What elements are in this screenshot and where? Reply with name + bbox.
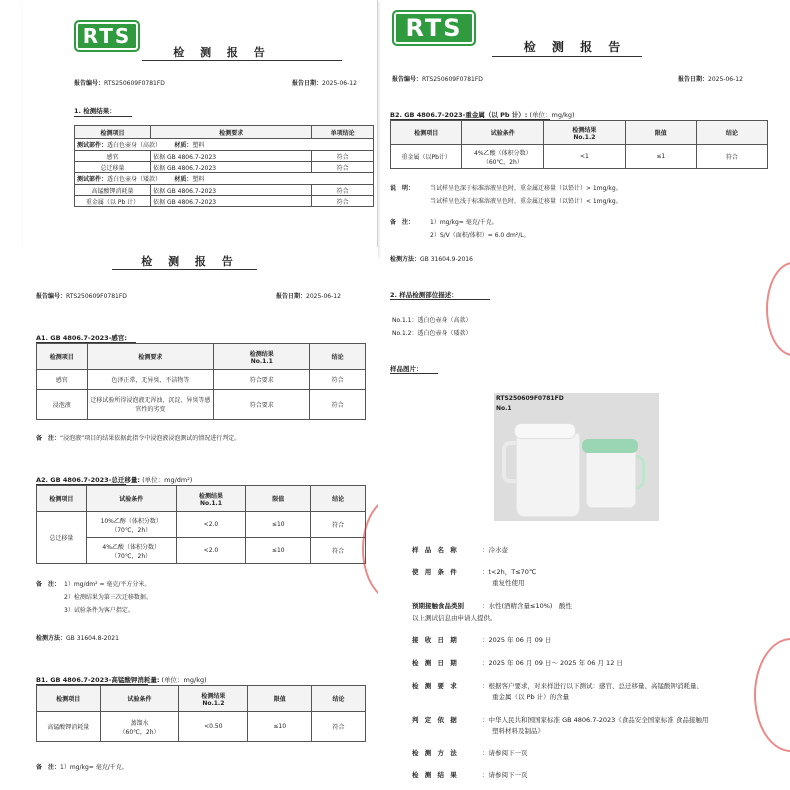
- section-title: 1. 检测结果：: [74, 107, 116, 115]
- method: 检测方法：GB 31604.9-2016: [390, 256, 473, 263]
- info-value-11: ：请参阅下一页: [482, 749, 528, 757]
- info-label-12: 检 测 结 果: [412, 771, 459, 779]
- red-seal-stamp: [754, 638, 790, 752]
- report-page-1: [22, 0, 378, 256]
- explain-label: 说 明：: [390, 185, 415, 192]
- explain-2: 当试样呈色浅于标准溶液呈色时，重金属迁移量（以铅计）< 1mg/kg。: [430, 198, 622, 205]
- report-page-2: [0, 247, 378, 790]
- rts-logo: RTS: [392, 10, 476, 46]
- info-label-6: 检 测 日 期: [412, 659, 459, 667]
- a2-note-label: 备 注：: [36, 581, 61, 588]
- report-no: 报告编号：RTS250609F0781FD: [74, 80, 165, 87]
- a1-title: A1. GB 4806.7-2023-感官:: [36, 334, 128, 342]
- tall-jug-shape: [516, 433, 580, 517]
- b1-note: 备 注：1）mg/kg= 毫克/千克。: [36, 764, 128, 771]
- tall-jug-lid-shape: [514, 423, 576, 439]
- info-value-12: ：请参阅下一页: [482, 771, 528, 779]
- explain-1: 当试样呈色深于标准溶液呈色时，重金属迁移量（以铅计）> 1mg/kg。: [430, 185, 622, 192]
- info-value-3: ：水性(酒精含量≤10%) 酸性: [482, 602, 572, 610]
- short-jug-shape: [586, 448, 636, 508]
- note-2: 2）S/V（面积/体积）= 6.0 dm²/L。: [430, 232, 530, 239]
- info-label-11: 检 测 方 法: [412, 749, 459, 757]
- info-value-9: ：中华人民共和国国家标准 GB 4806.7-2023《食品安全国家标准 食品接触用: [482, 716, 709, 724]
- info-label-3: 预期接触食品类别: [412, 602, 464, 610]
- a1-table: 检测项目 检测要求 检测结果 No.1.1 结论 感官 色泽正常，无异臭、不洁物等 符合要求 符合 浸泡液 迁移试验所得浸泡液无浑浊、沉淀、异臭等感官性的劣变 符合要求 符合: [36, 343, 366, 420]
- photo-no: No.1: [496, 405, 512, 412]
- note-label: 备 注：: [390, 219, 415, 226]
- info-value-5: ：2025 年 06 月 09 日: [482, 636, 552, 644]
- info-value-1: ：t<2h，T≤70℃: [482, 568, 537, 576]
- info-value-8: 重金属（以 Pb 计）的含量: [492, 693, 570, 701]
- a1-note: 备 注：“浸泡液”项目的结果依据此指令中浸泡液浸泡测试的情况进行判定。: [36, 435, 241, 442]
- info-label-9: 判 定 依 据: [412, 716, 459, 724]
- info-label-7: 检 测 要 求: [412, 682, 459, 690]
- sec2-title: 2. 样品检测部位描述：: [390, 291, 458, 299]
- a2-note-3: 3）试验条件为客户指定。: [64, 607, 134, 614]
- info-value-2: 重复性使用: [492, 579, 525, 587]
- report-no: 报告编号：RTS250609F0781FD: [392, 76, 483, 83]
- info-value-0: ：冷水壶: [482, 546, 508, 554]
- a2-method: 检测方法：GB 31604.8-2021: [36, 635, 119, 642]
- page-title: 检 测 报 告: [141, 255, 239, 268]
- b1-title: B1. GB 4806.7-2023-高锰酸钾消耗量: (单位：mg/kg): [36, 676, 207, 684]
- report-no: 报告编号：RTS250609F0781FD: [36, 293, 127, 300]
- note-1: 1）mg/kg= 毫克/千克。: [430, 219, 498, 226]
- b1-table: 检测项目 试验条件 检测结果 No.1.2 限值 结论 高锰酸钾消耗量 蒸馏水 （60℃，2h） <0.50 ≤10 符合: [36, 685, 366, 742]
- a2-note-2: 2）检测结果为第三次迁移数据。: [64, 594, 152, 601]
- a2-note-1: 1）mg/dm² = 毫克/平方分米。: [64, 581, 151, 588]
- info-label-0: 样 品 名 称: [412, 546, 459, 554]
- rts-logo: RTS: [74, 20, 140, 52]
- report-date: 报告日期：2025-06-12: [276, 293, 341, 300]
- page-title: 检 测 报 告: [523, 40, 627, 54]
- page-title: 检 测 报 告: [173, 46, 271, 59]
- report-page-3: [382, 0, 790, 540]
- report-date: 报告日期：2025-06-12: [292, 80, 357, 87]
- photo-id: RTS250609F0781FD: [496, 395, 564, 402]
- b2-title: B2. GB 4806.7-2023-重金属（以 Pb 计）: (单位：mg/kg): [390, 111, 575, 119]
- info-value-7: ：根据客户要求，对来样进行以下测试：感官、总迁移量、高锰酸钾消耗量、: [482, 682, 703, 690]
- info-label-1: 使 用 条 件: [412, 568, 459, 576]
- info-value-6: ：2025 年 06 月 09 日～ 2025 年 06 月 12 日: [482, 659, 623, 667]
- part-1: No.1.1：透白色壶身（高款）: [392, 317, 472, 324]
- part-2: No.1.2：透白色壶身（矮款）: [392, 330, 472, 337]
- b2-table: 检测项目 试验条件 检测结果 No.1.2 限值 结论 重金属（以Pb计） 4%乙酸（体积分数） （60℃，2h） <1 ≤1 符合: [390, 120, 768, 169]
- report-date: 报告日期：2025-06-12: [678, 76, 743, 83]
- report-page-4: [382, 538, 790, 790]
- sample-photo: [494, 393, 659, 521]
- info-value-10: 塑料材料及制品》: [492, 727, 544, 735]
- info-value-4: 以上测试信息由申请人提供。: [412, 614, 497, 622]
- info-label-5: 接 收 日 期: [412, 636, 459, 644]
- a2-title: A2. GB 4806.7-2023-总迁移量: (单位：mg/dm²): [36, 476, 193, 484]
- photo-label: 样品图片：: [390, 365, 423, 373]
- a2-table: 检测项目 试验条件 检测结果 No.1.1 限值 结论 总迁移量 10%乙醇（体积分数） （70℃，2h） <2.0 ≤10 符合 4%乙酸（体积分数） （70℃，2h） <2.0 ≤10 符合: [36, 485, 366, 564]
- short-jug-lid-shape: [582, 439, 638, 453]
- red-seal-stamp: [766, 262, 790, 356]
- result-table: 检测项目 检测要求 单项结论 测试部件：透白色壶身（高款） 材质：塑料 感官 依据 GB 4806.7-2023 符合 总迁移量 依据 GB 4806.7-2023 符合 测试部件：透白色壶身（矮款） 材质：塑料 高锰酸钾消耗量 依据 GB 4806.7-2023 符合 重金属（以 Pb 计） 依据 GB 4806.7-2023 符合: [74, 125, 374, 207]
